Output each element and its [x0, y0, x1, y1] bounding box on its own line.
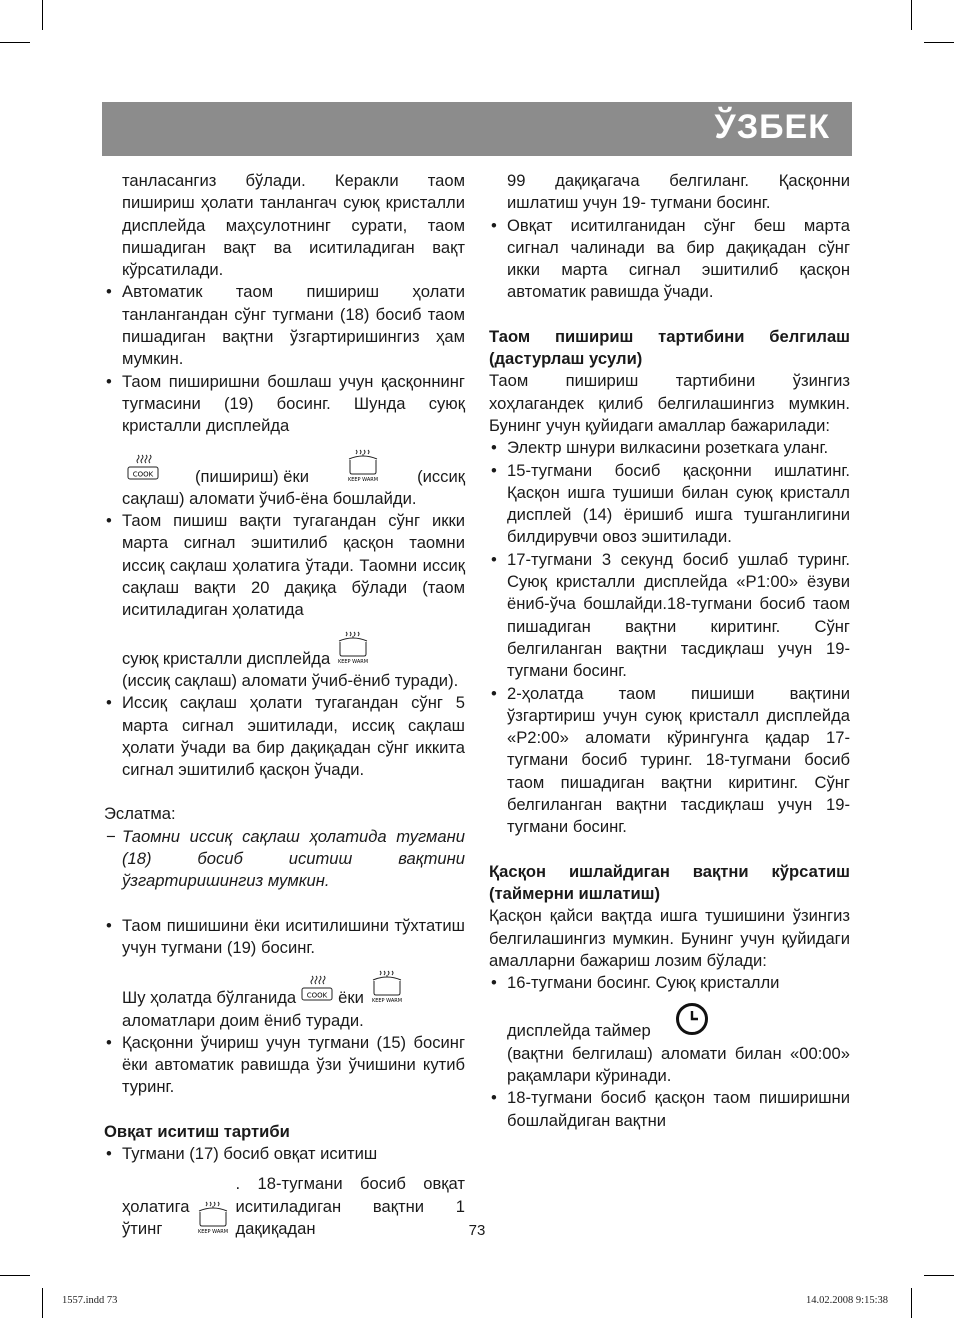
svg-text:COOK: COOK: [132, 470, 154, 479]
svg-text:KEEP WARM: KEEP WARM: [371, 998, 402, 1004]
keep-warm-icon: [367, 967, 407, 1009]
paragraph: Таом пишириш тартибини ўзингиз хоҳлагандек қилиб белгилашингиз мумкин. Бунинг учун қуйидаги амаллар бажарилади:: [489, 371, 850, 435]
crop-mark: [911, 1288, 912, 1318]
list-item: • Автоматик таом пишириш ҳолати танлангандан сўнг тугмани (18) босиб таом пишадиган вақтни ўзгартиришингиз ҳам мумкин.: [106, 282, 465, 369]
cook-icon: [125, 452, 161, 488]
date-slug: 14.02.2008 9:15:38: [806, 1295, 888, 1306]
crop-mark: [42, 1288, 43, 1318]
right-column: [489, 170, 850, 1132]
paragraph: танласангиз бўлади. Керакли таом пишириш ҳолати танлангач суюқ кристалли дисплейда маҳсулотнинг сурати, таом пишадиган вақт ва иситиладиган вақт кўрсатилади.: [122, 171, 465, 280]
svg-text:KEEP WARM: KEEP WARM: [197, 1228, 228, 1234]
list-item: • Қасқонни ўчириш учун тугмани (15) босинг ёки автоматик равишда ўзи ўчишини кутиб туринг.: [106, 1032, 465, 1097]
left-column: [104, 170, 465, 1240]
list-item: • 17-тугмани 3 секунд босиб ушлаб туринг. Суюқ кристалли дисплейда «P1:00» ёзуви ёниб-ўча бошлайди.18-тугмани босиб таом пишадиган вақтни киритинг. Сўнг белгиланган вақтни тасдиқлаш учун 19-тугмани босинг.: [491, 549, 850, 681]
crop-mark: [0, 42, 30, 43]
list-item: • Таом пишиш вақти тугагандан сўнг икки марта сигнал эшитилиб қасқон таомни иссиқ сақлаш ҳолатига ўтади. Таомни иссиқ сақлаш вақти 20 дақиқа бўлади (таом иситиладиган ҳолатида суюқ кристалли дисплейда KEEP WARM (иссиқ сақлаш) аломати ўчиб-ёниб туради).: [106, 511, 465, 690]
section-banner: [102, 102, 852, 156]
crop-mark: [0, 1275, 30, 1276]
clock-icon: [675, 1002, 709, 1042]
section-heading: Таом пишириш тартибини белгилаш (дастурлаш усули): [489, 326, 850, 369]
paragraph: 99 дақиқагача белгиланг. Қасқонни ишлатиш учун 19- тугмани босинг.: [507, 171, 850, 213]
file-slug: 1557.indd 73: [62, 1295, 118, 1306]
keep-warm-icon: [343, 446, 383, 488]
section-heading: Қасқон ишлайдиган вақтни кўрсатиш (таймерни ишлатиш): [489, 861, 850, 903]
list-item: • Электр шнури вилкасини розеткага уланг.: [491, 438, 829, 458]
crop-mark: [924, 1275, 954, 1276]
page-number: 73: [468, 1222, 486, 1239]
list-item: • Овқат иситилганидан сўнг беш марта сигнал чалинади ва бир дақиқадан сўнг икки марта сигнал эшитилиб қасқон автоматик равишда ўчади.: [491, 215, 850, 302]
section-title: ЎЗБЕК: [714, 108, 830, 146]
list-item: • Тугмани (17) босиб овқат иситиш ҳолатига ўтинг KEEP WARM . 18-тугмани босиб овқат иситиладиган вақтни 1 дақиқадан: [104, 1143, 465, 1240]
keep-warm-icon: [333, 628, 373, 670]
cook-icon: [299, 973, 335, 1009]
list-item: • Иссиқ сақлаш ҳолати тугагандан сўнг 5 марта сигнал эшитилади, иссиқ сақлаш ҳолати ўчади ва бир дақиқадан сўнг иккита сигнал эшитилиб қасқон ўчади.: [106, 693, 465, 780]
crop-mark: [911, 0, 912, 30]
section-heading: Овқат иситиш тартиби: [104, 1121, 290, 1141]
crop-mark: [42, 0, 43, 30]
list-item: • 18-тугмани босиб қасқон таом пиширишни бошлайдиган вақтни: [491, 1088, 850, 1130]
svg-text:KEEP WARM: KEEP WARM: [348, 476, 379, 482]
list-item: • 2-ҳолатда таом пишиши вақтини ўзгартириш учун суюқ кристалл дисплейда «P2:00» аломати кўрингунга қадар 17-тугмани босиб туринг. 18-тугмани босиб таом пишадиган вақтни киритинг. Сўнг белгиланган вақтни тасдиқлаш учун 19-тугмани босинг.: [491, 683, 850, 837]
list-item: • Таом пиширишни бошлаш учун қасқоннинг тугмасини (19) босинг. Шунда суюқ кристалли дисплейда COOK (пишириш) ёки KEEP WARM (иссиқ сақлаш) аломати ўчиб-ёна бошлайди.: [106, 371, 465, 508]
svg-text:KEEP WARM: KEEP WARM: [338, 658, 369, 664]
list-item: • 15-тугмани босиб қасқонни ишлатинг. Қасқон ишга тушиши билан суюқ кристалл дисплей (14) ёришиб ишга тушганлигини билдирувчи овоз эшитилади.: [491, 460, 850, 547]
list-item: • 16-тугмани босинг. Суюқ кристалли дисплейда таймер (вақтни белгилаш) аломати билан «00:00» рақамлари кўринади.: [491, 973, 850, 1085]
paragraph: Қасқон қайси вақтда ишга тушишини ўзингиз белгилашингиз мумкин. Бунинг учун қуйидаги амалларни бажариш лозим бўлади:: [489, 906, 850, 970]
crop-mark: [924, 42, 954, 43]
note-label: Эслатма:: [104, 804, 176, 824]
svg-text:COOK: COOK: [306, 991, 328, 1000]
note-item: − Таомни иссиқ сақлаш ҳолатида тугмани (18) босиб иситиш вақтини ўзгартиришингиз мумкин.: [106, 826, 465, 891]
list-item: • Таом пишишини ёки иситилишини тўхтатиш учун тугмани (19) босинг. Шу ҳолатда бўлганида COOK ёки KEEP WARM аломатлари доим ёниб туради.: [106, 915, 465, 1030]
